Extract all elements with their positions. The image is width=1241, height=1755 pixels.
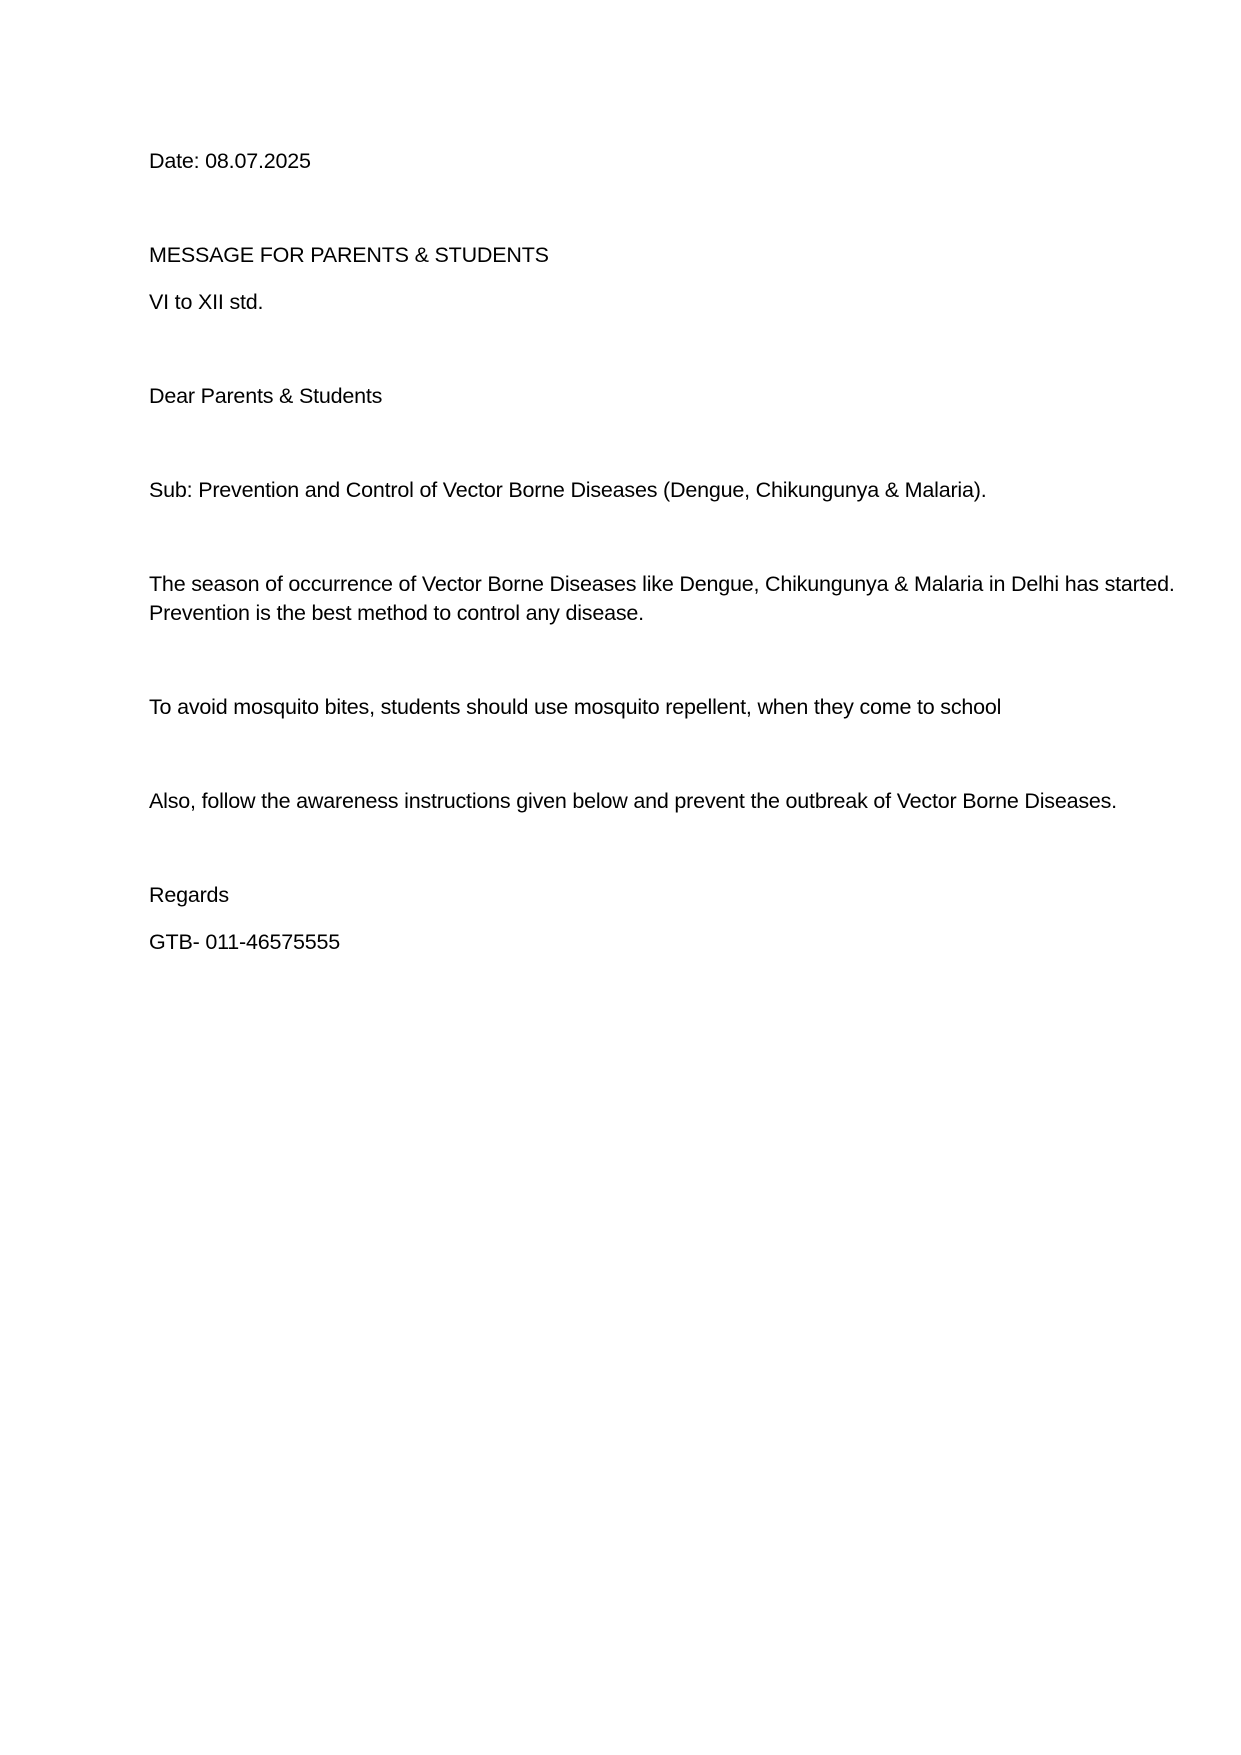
message-title: MESSAGE FOR PARENTS & STUDENTS xyxy=(149,243,549,267)
salutation-line: Dear Parents & Students xyxy=(149,384,383,408)
audience-line: VI to XII std. xyxy=(149,290,264,314)
contact-line: GTB- 011-46575555 xyxy=(149,930,341,954)
body-paragraph-mosquito: To avoid mosquito bites, students should use mosquito repellent, when they come to school xyxy=(149,695,1002,719)
closing-line: Regards xyxy=(149,883,229,907)
body-paragraph-season: The season of occurrence of Vector Borne Diseases like Dengue, Chikungunya & Malaria in Delhi has started. Prevention is the best method to control any disease. xyxy=(149,572,1175,625)
body-paragraph-awareness: Also, follow the awareness instructions given below and prevent the outbreak of Vector Borne Diseases. xyxy=(149,789,1117,813)
date-line: Date: 08.07.2025 xyxy=(149,149,311,173)
subject-line: Sub: Prevention and Control of Vector Borne Diseases (Dengue, Chikungunya & Malaria). xyxy=(149,478,987,502)
